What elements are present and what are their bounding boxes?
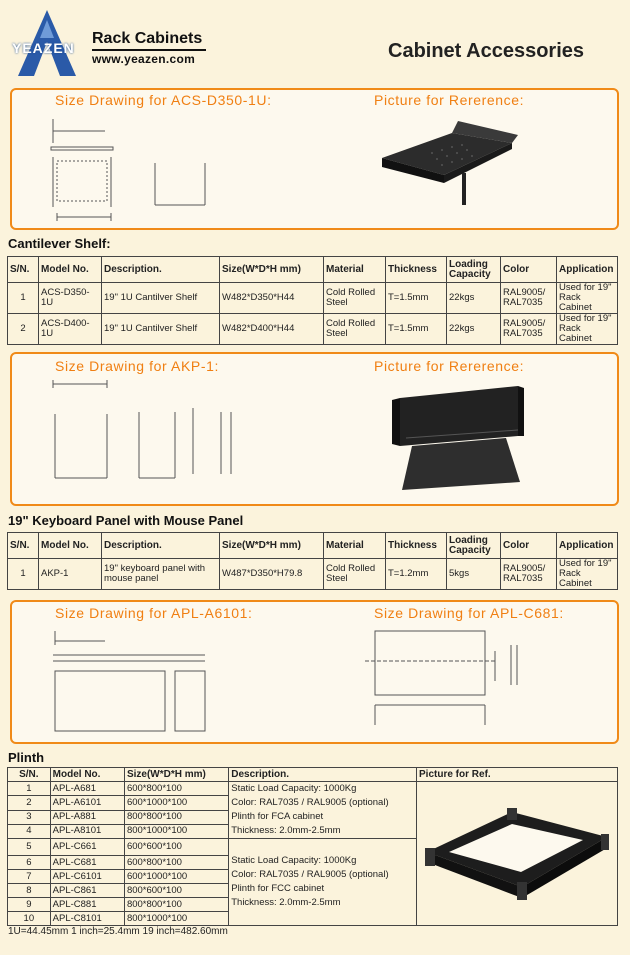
section-title-cantilever: Cantilever Shelf:	[8, 236, 111, 251]
cell-model: APL-C881	[50, 898, 124, 912]
cell-description: 19" keyboard panel with mouse panel	[102, 559, 220, 590]
cell-loading: 22kgs	[447, 314, 501, 345]
cell-sn: 7	[8, 870, 51, 884]
plinth-photo	[417, 782, 617, 922]
cell-model: APL-A881	[50, 810, 124, 824]
page-title: Cabinet Accessories	[388, 40, 585, 62]
cell-sn: 6	[8, 856, 51, 870]
table-row	[8, 559, 618, 590]
cell-application: Used for 19" Rack Cabinet	[557, 559, 618, 590]
logo-text: YEAZEN	[12, 40, 75, 56]
cell-material: Cold Rolled Steel	[324, 559, 386, 590]
cell-size: 600*600*100	[124, 839, 228, 856]
cell-color: RAL9005/ RAL7035	[501, 314, 557, 345]
table-row	[8, 782, 618, 796]
cell-sn: 1	[8, 283, 39, 314]
desc-line: Thickness: 2.0mm-2.5mm	[231, 897, 341, 908]
cell-material: Cold Rolled Steel	[324, 283, 386, 314]
cell-model: APL-A8101	[50, 824, 124, 838]
cell-description: 19" 1U Cantilver Shelf	[102, 283, 220, 314]
col-header: S/N.	[8, 257, 39, 283]
cell-application: Used for 19" Rack Cabinet	[557, 314, 618, 345]
plinth-a6101-drawing	[45, 625, 225, 737]
plinth-desc-fca	[229, 782, 417, 839]
col-header: Picture for Ref.	[417, 768, 618, 782]
cell-loading: 22kgs	[447, 283, 501, 314]
cell-thickness: T=1.5mm	[386, 314, 447, 345]
col-header: Model No.	[50, 768, 124, 782]
cell-model: APL-C6101	[50, 870, 124, 884]
cell-sn: 1	[8, 782, 51, 796]
cell-loading: 5kgs	[447, 559, 501, 590]
cell-sn: 1	[8, 559, 39, 590]
cell-size: W482*D400*H44	[220, 314, 324, 345]
cell-size: 800*600*100	[124, 884, 228, 898]
col-header: Loading Capacity	[447, 533, 501, 559]
col-header: Loading Capacity	[447, 257, 501, 283]
keyboard-table	[7, 532, 618, 590]
cell-description: 19" 1U Cantilver Shelf	[102, 314, 220, 345]
plinth-c681-drawing	[365, 625, 535, 737]
cell-size: 800*800*100	[124, 898, 228, 912]
plinth-table	[7, 767, 618, 926]
cell-size: W487*D350*H79.8	[220, 559, 324, 590]
cell-thickness: T=1.5mm	[386, 283, 447, 314]
cell-sn: 8	[8, 884, 51, 898]
panel-label-drawing: Size Drawing for AKP-1:	[55, 358, 219, 374]
cell-size: 600*1000*100	[124, 796, 228, 810]
col-header: Application	[557, 533, 618, 559]
table-row	[8, 314, 618, 345]
cell-model: APL-C661	[50, 839, 124, 856]
cell-model: APL-C8101	[50, 912, 124, 926]
col-header: Model No.	[39, 257, 102, 283]
cell-sn: 10	[8, 912, 51, 926]
col-header: Model No.	[39, 533, 102, 559]
cell-model: APL-A6101	[50, 796, 124, 810]
panel-label-drawing: Size Drawing for ACS-D350-1U:	[55, 92, 272, 108]
brand-url[interactable]: www.yeazen.com	[92, 52, 196, 66]
shelf-photo	[372, 113, 522, 218]
cell-model: APL-C861	[50, 884, 124, 898]
plinth-desc-fcc	[229, 839, 417, 926]
desc-line: Static Load Capacity: 1000Kg	[231, 783, 357, 794]
cell-size: 600*1000*100	[124, 870, 228, 884]
col-header: Material	[324, 257, 386, 283]
keyboard-panel-photo	[388, 378, 528, 498]
col-header: Size(W*D*H mm)	[124, 768, 228, 782]
col-header: Size(W*D*H mm)	[220, 533, 324, 559]
col-header: Description.	[102, 257, 220, 283]
desc-line: Color: RAL7035 / RAL9005 (optional)	[231, 797, 389, 808]
keyboard-size-drawing	[45, 378, 245, 500]
col-header: S/N.	[8, 533, 39, 559]
cell-sn: 4	[8, 824, 51, 838]
col-header: Description.	[102, 533, 220, 559]
col-header: Material	[324, 533, 386, 559]
unit-footnote: 1U=44.45mm 1 inch=25.4mm 19 inch=482.60mm	[8, 926, 228, 937]
panel-label-drawing-a6101: Size Drawing for APL-A6101:	[55, 605, 253, 621]
cell-model: APL-A681	[50, 782, 124, 796]
col-header: Color	[501, 533, 557, 559]
plinth-photo-cell	[417, 782, 618, 926]
cell-size: 800*1000*100	[124, 912, 228, 926]
panel-label-drawing-c681: Size Drawing for APL-C681:	[374, 605, 564, 621]
cell-color: RAL9005/ RAL7035	[501, 559, 557, 590]
cell-sn: 9	[8, 898, 51, 912]
cell-sn: 2	[8, 796, 51, 810]
cell-model: ACS-D400-1U	[39, 314, 102, 345]
cell-application: Used for 19" Rack Cabinet	[557, 283, 618, 314]
cell-sn: 5	[8, 839, 51, 856]
section-title-plinth: Plinth	[8, 750, 45, 765]
desc-line: Plinth for FCC cabinet	[231, 883, 325, 894]
table-row	[8, 283, 618, 314]
cell-size: W482*D350*H44	[220, 283, 324, 314]
col-header: Color	[501, 257, 557, 283]
cell-sn: 2	[8, 314, 39, 345]
cell-size: 800*800*100	[124, 810, 228, 824]
col-header: Thickness	[386, 533, 447, 559]
desc-line: Thickness: 2.0mm-2.5mm	[231, 825, 341, 836]
cell-size: 800*1000*100	[124, 824, 228, 838]
cell-model: APL-C681	[50, 856, 124, 870]
col-header: Application	[557, 257, 618, 283]
desc-line: Color: RAL7035 / RAL9005 (optional)	[231, 869, 389, 880]
section-title-keyboard: 19" Keyboard Panel with Mouse Panel	[8, 513, 244, 528]
panel-label-reference: Picture for Rererence:	[374, 358, 525, 374]
cell-size: 600*800*100	[124, 856, 228, 870]
cantilever-table	[7, 256, 618, 345]
cell-size: 600*800*100	[124, 782, 228, 796]
cell-thickness: T=1.2mm	[386, 559, 447, 590]
brand-divider	[92, 49, 206, 51]
desc-line: Static Load Capacity: 1000Kg	[231, 855, 357, 866]
col-header: Thickness	[386, 257, 447, 283]
cell-sn: 3	[8, 810, 51, 824]
cell-model: ACS-D350-1U	[39, 283, 102, 314]
desc-line: Plinth for FCA cabinet	[231, 811, 324, 822]
col-header: S/N.	[8, 768, 51, 782]
shelf-size-drawing	[45, 115, 215, 227]
cell-color: RAL9005/ RAL7035	[501, 283, 557, 314]
cell-material: Cold Rolled Steel	[324, 314, 386, 345]
brand-title: Rack Cabinets	[92, 30, 203, 47]
cell-model: AKP-1	[39, 559, 102, 590]
col-header: Description.	[229, 768, 417, 782]
panel-label-reference: Picture for Rererence:	[374, 92, 525, 108]
col-header: Size(W*D*H mm)	[220, 257, 324, 283]
